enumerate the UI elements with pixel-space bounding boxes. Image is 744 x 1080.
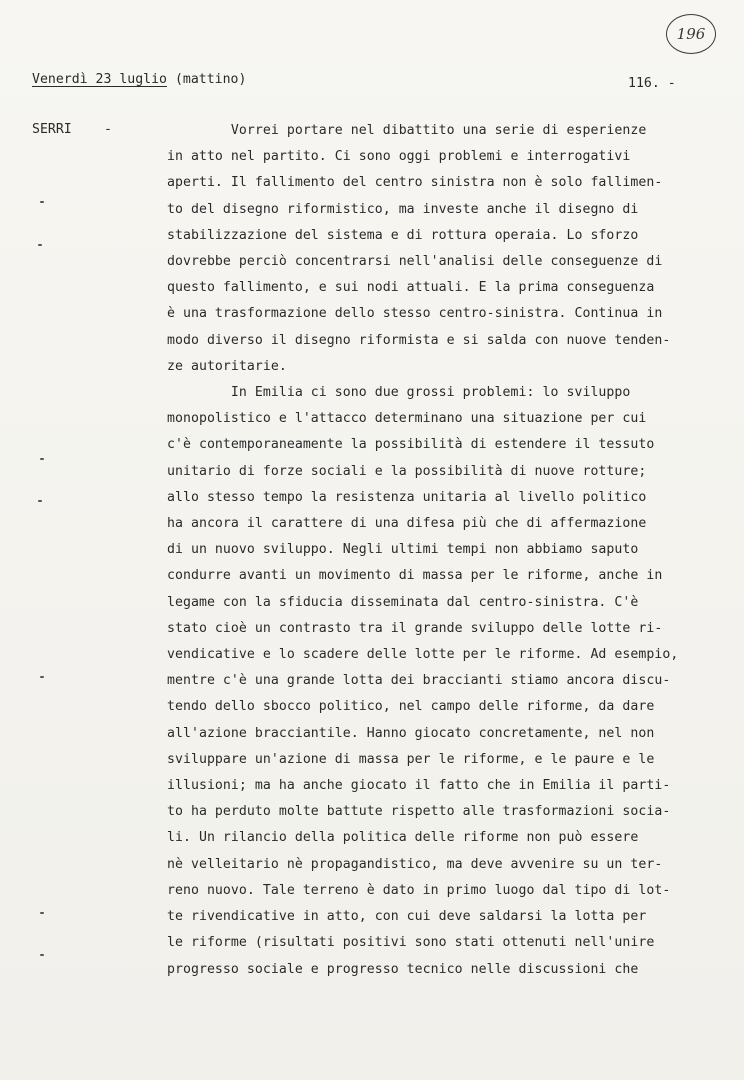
text-line: ze autoritarie. [167, 358, 287, 374]
margin-mark [40, 458, 44, 460]
session-header [32, 72, 692, 87]
session-date: Venerdì 23 luglio [32, 72, 167, 87]
text-line: c'è contemporaneamente la possibilità di estendere il tessuto [167, 437, 655, 453]
text-line: stabilizzazione del sistema e di rottura operaia. Lo sforzo [167, 227, 639, 243]
text-line: questo fallimento, e sui nodi attuali. E la prima conseguenza [167, 280, 655, 296]
text-line: all'azione bracciantile. Hanno giocato concretamente, nel non [167, 725, 655, 741]
text-line: to ha perduto molte battute rispetto alle trasformazioni socia- [167, 804, 671, 820]
margin-mark [40, 676, 44, 678]
text-line: reno nuovo. Tale terreno è dato in primo luogo dal tipo di lot- [167, 882, 671, 898]
margin-mark [40, 912, 44, 914]
text-line: allo stesso tempo la resistenza unitaria al livello politico [167, 489, 647, 505]
text-line: mentre c'è una grande lotta dei braccianti stiamo ancora discu- [167, 673, 671, 689]
margin-mark [40, 201, 44, 203]
text-line: sviluppare un'azione di massa per le riforme, e le paure e le [167, 751, 655, 767]
text-line: illusioni; ma ha anche giocato il fatto che in Emilia il parti- [167, 778, 671, 794]
text-line: nè velleitario nè propagandistico, ma deve avvenire su un ter- [167, 856, 663, 872]
text-line: In Emilia ci sono due grossi problemi: lo sviluppo [167, 385, 631, 401]
speaker-name: SERRI [32, 122, 72, 137]
text-line: aperti. Il fallimento del centro sinistra non è solo fallimen- [167, 175, 663, 191]
margin-mark [40, 954, 44, 956]
text-line: te rivendicative in atto, con cui deve saldarsi la lotta per [167, 909, 647, 925]
text-line: condurre avanti un movimento di massa per le riforme, anche in [167, 568, 663, 584]
text-line: tendo dello sbocco politico, nel campo delle riforme, da dare [167, 699, 655, 715]
text-line: monopolistico e l'attacco determinano una situazione per cui [167, 411, 647, 427]
archive-page-stamp: 196 [666, 14, 716, 54]
text-line: le riforme (risultati positivi sono stati ottenuti nell'unire [167, 935, 655, 951]
text-line: li. Un rilancio della politica delle riforme non può essere [167, 830, 639, 846]
text-line: di un nuovo sviluppo. Negli ultimi tempi non abbiamo saputo [167, 542, 639, 558]
text-line: unitario di forze sociali e la possibilità di nuove rotture; [167, 463, 647, 479]
margin-mark [38, 244, 42, 246]
session-time: (mattino) [174, 72, 247, 87]
text-line: stato cioè un contrasto tra il grande sviluppo delle lotte ri- [167, 620, 663, 636]
margin-mark [38, 500, 42, 502]
text-line: Vorrei portare nel dibattito una serie di esperienze [167, 123, 647, 138]
text-line: legame con la sfiducia disseminata dal centro-sinistra. C'è [167, 594, 639, 610]
text-line: vendicative e lo scadere delle lotte per le riforme. Ad esempio, [167, 647, 679, 663]
page-number: 116. - [628, 76, 676, 91]
text-line: modo diverso il disegno riformista e si salda con nuove tenden- [167, 332, 671, 348]
text-line: in atto nel partito. Ci sono oggi problemi e interrogativi [167, 149, 631, 165]
text-line: dovrebbe perciò concentrarsi nell'analisi delle conseguenze di [167, 254, 663, 270]
text-line: progresso sociale e progresso tecnico nelle discussioni che [167, 961, 639, 977]
speech-text [167, 118, 727, 983]
text-line: ha ancora il carattere di una difesa più che di affermazione [167, 516, 647, 532]
speaker-dash: - [104, 122, 112, 137]
text-line: è una trasformazione dello stesso centro-sinistra. Continua in [167, 306, 663, 322]
text-line: to del disegno riformistico, ma investe anche il disegno di [167, 201, 639, 217]
